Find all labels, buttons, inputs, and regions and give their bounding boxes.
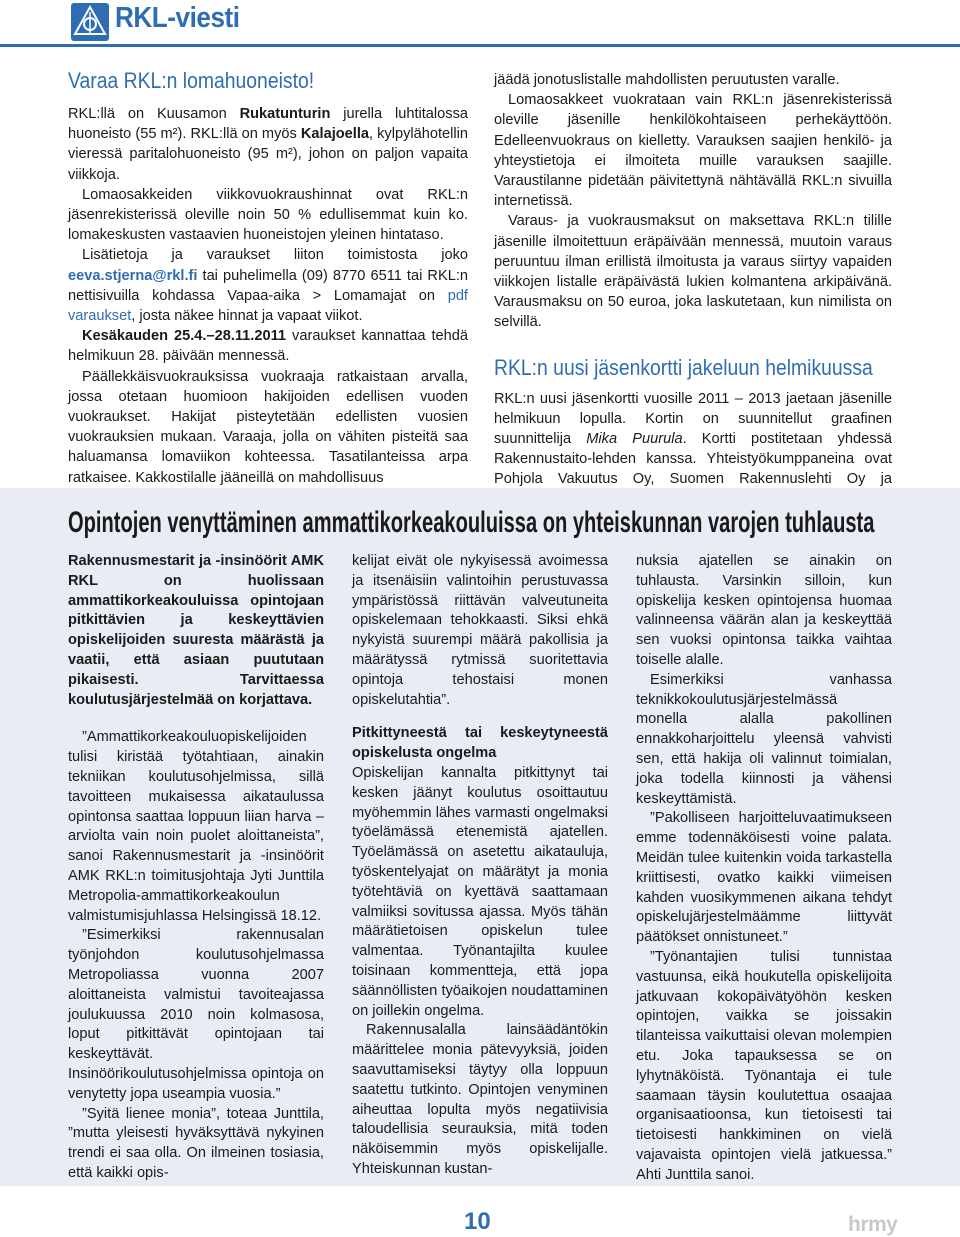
article-paragraph: Opiskelijan kannalta pitkittynyt tai kesken jäänyt koulutus osoittautuu myöhemmin lähes varmasti ongelmaksi työelämässä etenemistä ajatellen. Työelämässä on asetettu aikatauluja, työskentelyajat on määrätyt ja monia työtehtäviä on kyettävä saattamaan valmiiksi sovitussa ajassa. Myös tähän määrätietoisen opiskelun tulee valmentaa. Työnantajilta kuulee toisinaan kommentteja, että jopa säännöllisten työaikojen noudattaminen on joillekin ongelma. xyxy=(352,764,608,1019)
booking-paragraph: Lisätietoja ja varaukset liiton toimistosta joko eeva.stjerna@rkl.fi tai puhelimella (09) 8770 6511 tai RKL:n nettisivuilla kohdassa Vapaa-aika > Lomamajat on pdf varaukset, josta näkee hinnat ja vapaat viikot. xyxy=(68,247,468,325)
article-subheading: Pitkittyneestä tai keskeytyneestä opiskelusta ongelma xyxy=(352,725,608,762)
article-paragraph: ”Työnantajien tulisi tunnistaa vastuunsa, eikä houkutella opiskelijoita jatkuvaan kokopäivätyöhön kesken opintojen, vaikka se joissakin tilanteissa vaikuttaisi olevan molempien etu. Joka tapauksessa se on lyhytnäköistä. Työnantaja ei tule saamaan täysin koulutettua osaajaa organisaatioonsa, kun tietoisesti tai tietoisesti hankkiminen on vielä vajavaista opintojen vielä jatkuessa.” Ahti Junttila sanoi. xyxy=(636,948,892,1183)
brand-title: RKL-viesti xyxy=(115,2,240,34)
email-link[interactable]: eeva.stjerna@rkl.fi xyxy=(68,267,198,284)
booking-paragraph: jäädä jonotuslistalle mahdollisten peruutusten varalle. xyxy=(494,72,840,88)
membership-paragraph: RKL:n uusi jäsenkortti vuosille 2011 – 2013 jaetaan jäsenille helmikuun lopulla. Kortin on suunnitellut graafinen suunnittelija Mika Puurula. Kortti postitetaan yhdessä Rakennustaito-lehden kanssa. Yhteistyökumppaneina ovat Pohjola Vakuutus Oy, Suomen Rakennuslehti Oy ja xyxy=(494,390,892,488)
booking-column-right xyxy=(494,70,892,510)
booking-paragraph: Lomaosakkeet vuokrataan vain RKL:n jäsenrekisterissä oleville jäsenille henkilökohtaiseen perhekäyttöön. Edelleenvuokraus on kielletty. Varauksen saajien henkilö- ja yhteystietoja ei ilmoiteta muille varauksen saajille. Varaustilanne pidetään päivitettynä nähtävällä RKL:n sivuilla internetissä. xyxy=(494,92,892,210)
article-paragraph: Esimerkiksi vanhassa teknikkokoulutusjärjestelmässä monella alalla pakollinen ennakkoharjoittelu yleensä vahvisti sen, että hakija oli valinnut toimialan, joka todella kiinnosti ja vähensi keskeyttämistä. xyxy=(636,671,892,807)
header xyxy=(0,0,960,44)
booking-paragraph: Varaus- ja vuokrausmaksut on maksettava RKL:n tilille jäsenille ilmoitettuun eräpäivään mennessä, muutoin varaus peruuntuu ilman erillistä ilmoitusta ja varaus siirtyy vapaiden viikkojen listalle eräpäivästä lukien kolmantena arkipäivänä. Varausmaksu on 50 euroa, joka laskutetaan, kun nimilista on selvillä. xyxy=(494,213,892,331)
booking-paragraph: Lomaosakkeiden viikkovuokraushinnat ovat RKL:n jäsenrekisterissä oleville noin 50 % edullisemmat kuin ko. lomakeskusten vastaavien huoneistojen yleinen hintataso. xyxy=(68,186,468,244)
article-paragraph: kelijat eivät ole nykyisessä avoimessa ja itsenäisiin valintoihin perustuvassa ympäristössä riittävän valveutuneita opiskelemaan tehokkaasti. Siksi ehkä nykyistä suurempi määrä pakollisia ja määrätyssä rytmissä suoritettavia opintoja tehostaisi monen opiskelutahtia”. xyxy=(352,553,608,708)
membership-title: RKL:n uusi jäsenkortti jakeluun helmikuussa xyxy=(494,354,873,380)
booking-paragraph: RKL:llä on Kuusamon Rukatunturin jurella luhtitalossa huoneisto (55 m²). RKL:llä on myös Kalajoella, kylpylähotellin vieressä paritalohuoneisto (95 m²), johon on paljon vapaita viikkoja. xyxy=(68,106,468,183)
article-paragraph: ”Esimerkiksi rakennusalan työnjohdon koulutusohjelmassa Metropoliassa vuonna 2007 aloittaneista valmistui tavoiteajassa joulukuussa 2010 noin kolmasosa, loput pitkittävät opintojaan tai keskeyttävät. Insinöörikoulutusohjelmissa opintoja on venytetty jopa useampia vuosia.” xyxy=(68,927,324,1102)
footer-brand: hrmy xyxy=(848,1213,898,1236)
page-number: 10 xyxy=(464,1208,491,1235)
article-paragraph: nuksia ajatellen se ainakin on tuhlausta. Varsinkin silloin, kun opiskelija kesken opintojensa huomaa valinneensa väärän alan ja keskeyttää sen vuoksi opintonsa taikka vaihtaa toiselle alalle. xyxy=(636,553,892,668)
article-panel xyxy=(0,488,960,1186)
article-lead: Rakennusmestarit ja -insinöörit AMK RKL on huolissaan ammattikorkeakouluissa opintojaan pitkittävien ja keskeyttävien opiskelijoiden suuresta määrästä ja vaatii, että asiaan puututaan pikaisesti. Tarvittaessa koulutusjärjestelmää on korjattava. xyxy=(68,553,324,708)
article-paragraph: ”Ammattikorkeakouluopiskelijoiden tulisi kiristää työtahtiaan, ainakin tekniikan koulutusohjelmissa, sillä tavoitteen mukaisessa aikataulussa opintonsa saattaa loppuun liian harva – arviolta vain noin puolet aloittaneista”, sanoi Rakennusmestarit ja -insinöörit AMK RKL:n toimitusjohtaja Jyti Junttila Metropolia-ammattikorkeakoulun valmistumisjuhlassa Helsingissä 18.12. xyxy=(68,729,324,924)
article-paragraph: ”Pakolliseen harjoitteluvaatimukseen emme todennäköisesti voine palata. Meidän tulee kuitenkin voida tarkastella kriittisesti, ovatko kaikki viimeisen kahden vuosikymmenen aikana tehdyt opiskelujärjestelmäämme liittyvät päätökset onnistuneet.” xyxy=(636,810,892,946)
article-column-3 xyxy=(636,552,892,1186)
article-column-1 xyxy=(68,552,324,1184)
booking-paragraph: Päällekkäisvuokrauksissa vuokraaja ratkaistaan arvalla, jossa otetaan huomioon hakijoiden edellisen vuoden vuokraukset. Hakijat pisteytetään edellisten vuosien vuokrauksien mukaan. Varaaja, jolla on vähiten pisteitä saa haluamansa lomaviikon kohteessa. Tasatilanteissa arpa ratkaisee. Kakkostilalle jääneillä on mahdollisuus xyxy=(68,368,468,486)
pdf-bookings-link[interactable]: pdf varaukset xyxy=(68,287,468,325)
article-title: Opintojen venyttäminen ammattikorkeakouluissa on yhteiskunnan varojen tuhlausta xyxy=(68,506,875,539)
booking-title: Varaa RKL:n lomahuoneisto! xyxy=(68,68,315,93)
article-paragraph: Rakennusalalla lainsäädäntökin määrittelee monia pätevyyksiä, joiden saavuttamiseksi täytyy olla loppuun saatettu tutkinto. Opintojen venyminen aiheuttaa lopulta myös negatiivisia taloudellisia seurauksia, mitä toden näköisemmin myös opiskelijalle. Yhteiskunnan kustan- xyxy=(352,1022,608,1177)
article-column-2 xyxy=(352,552,608,1180)
header-divider xyxy=(0,44,960,47)
booking-column xyxy=(68,68,468,488)
booking-paragraph: Kesäkauden 25.4.–28.11.2011 varaukset kannattaa tehdä helmikuun 28. päivään mennessä. xyxy=(68,328,468,365)
rkl-logo-icon xyxy=(70,2,110,42)
article-paragraph: ”Syitä lienee monia”, toteaa Junttila, ”mutta yleisesti hyväksyttävä nykyinen trendi ei saa olla. On ilmeinen tosiasia, että kaikki opis- xyxy=(68,1105,324,1181)
